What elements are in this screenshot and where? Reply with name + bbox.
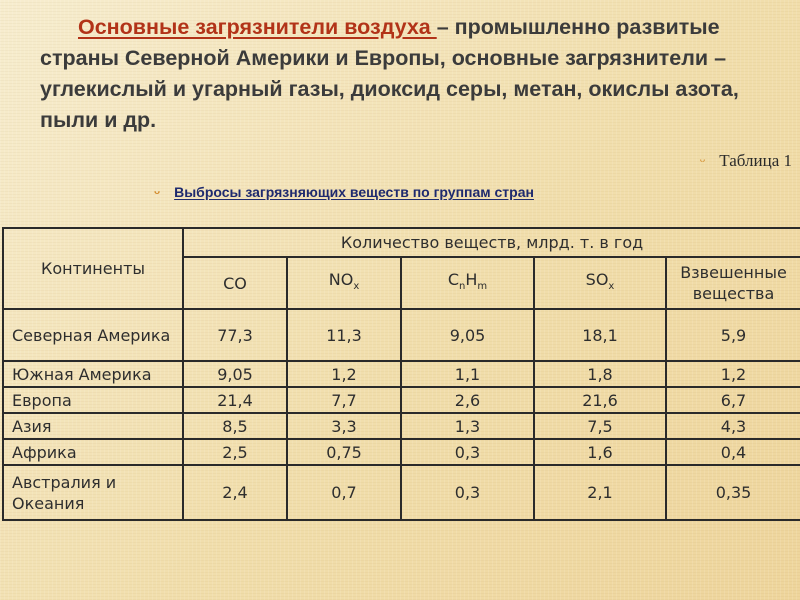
co-value: 21,4 [183,387,287,413]
table-number-label [700,151,792,171]
cnhm-header [401,257,534,309]
cnhm-m: m [477,281,488,293]
sox-header [534,257,666,309]
table-row [3,413,800,439]
continent-name: Южная Америка [3,361,183,387]
cnhm-value: 0,3 [401,465,534,520]
table-caption-text: Выбросы загрязняющих веществ по группам стран [174,184,534,200]
bullet-icon: ᴗ [154,186,161,197]
table-caption [154,184,534,200]
nox-value: 1,2 [287,361,401,387]
sox-value: 1,6 [534,439,666,465]
co-value: 2,5 [183,439,287,465]
table-row [3,439,800,465]
intro-title: Основные загрязнители воздуха [78,15,437,39]
quantity-header: Количество веществ, млрд. т. в год [183,228,800,257]
cnhm-value: 0,3 [401,439,534,465]
suspended-value: 0,35 [666,465,800,520]
sox-base: SO [585,269,609,289]
co-value: 8,5 [183,413,287,439]
suspended-value: 5,9 [666,309,800,361]
co-value: 77,3 [183,309,287,361]
table-row [3,387,800,413]
co-value: 9,05 [183,361,287,387]
nox-value: 0,7 [287,465,401,520]
suspended-value: 4,3 [666,413,800,439]
co-header: CO [183,257,287,309]
emissions-table [2,227,800,521]
intro-paragraph [40,12,785,136]
intro-text: – промышленно развитые страны Северной Америки и Европы, основные загрязнители – углекислый и угарный газы, диоксид серы, метан, окислы азота, пыли и др. [40,15,739,132]
table-row [3,309,800,361]
cnhm-n: n [459,281,466,293]
sox-value: 7,5 [534,413,666,439]
cnhm-c: C [447,269,460,289]
nox-value: 11,3 [287,309,401,361]
nox-base: NO [328,269,354,289]
sox-value: 18,1 [534,309,666,361]
sox-value: 1,8 [534,361,666,387]
bullet-icon: ᴗ [699,153,706,165]
suspended-header: Взвешенные вещества [666,257,800,309]
continent-name: Северная Америка [3,309,183,361]
continents-header: Континенты [3,228,183,309]
co-value: 2,4 [183,465,287,520]
cnhm-h: H [465,269,478,289]
sox-value: 21,6 [534,387,666,413]
sox-value: 2,1 [534,465,666,520]
nox-value: 7,7 [287,387,401,413]
continent-name: Австралия и Океания [3,465,183,520]
continent-name: Азия [3,413,183,439]
nox-header [287,257,401,309]
suspended-value: 1,2 [666,361,800,387]
cnhm-value: 1,1 [401,361,534,387]
nox-value: 0,75 [287,439,401,465]
table-row [3,361,800,387]
cnhm-value: 1,3 [401,413,534,439]
table-number-text: Таблица 1 [719,151,792,170]
suspended-value: 6,7 [666,387,800,413]
header-row [3,228,800,257]
continent-name: Европа [3,387,183,413]
nox-value: 3,3 [287,413,401,439]
cnhm-value: 9,05 [401,309,534,361]
continent-name: Африка [3,439,183,465]
suspended-value: 0,4 [666,439,800,465]
table-row [3,465,800,520]
nox-subscript: x [353,281,360,293]
sox-subscript: x [608,281,615,293]
cnhm-value: 2,6 [401,387,534,413]
